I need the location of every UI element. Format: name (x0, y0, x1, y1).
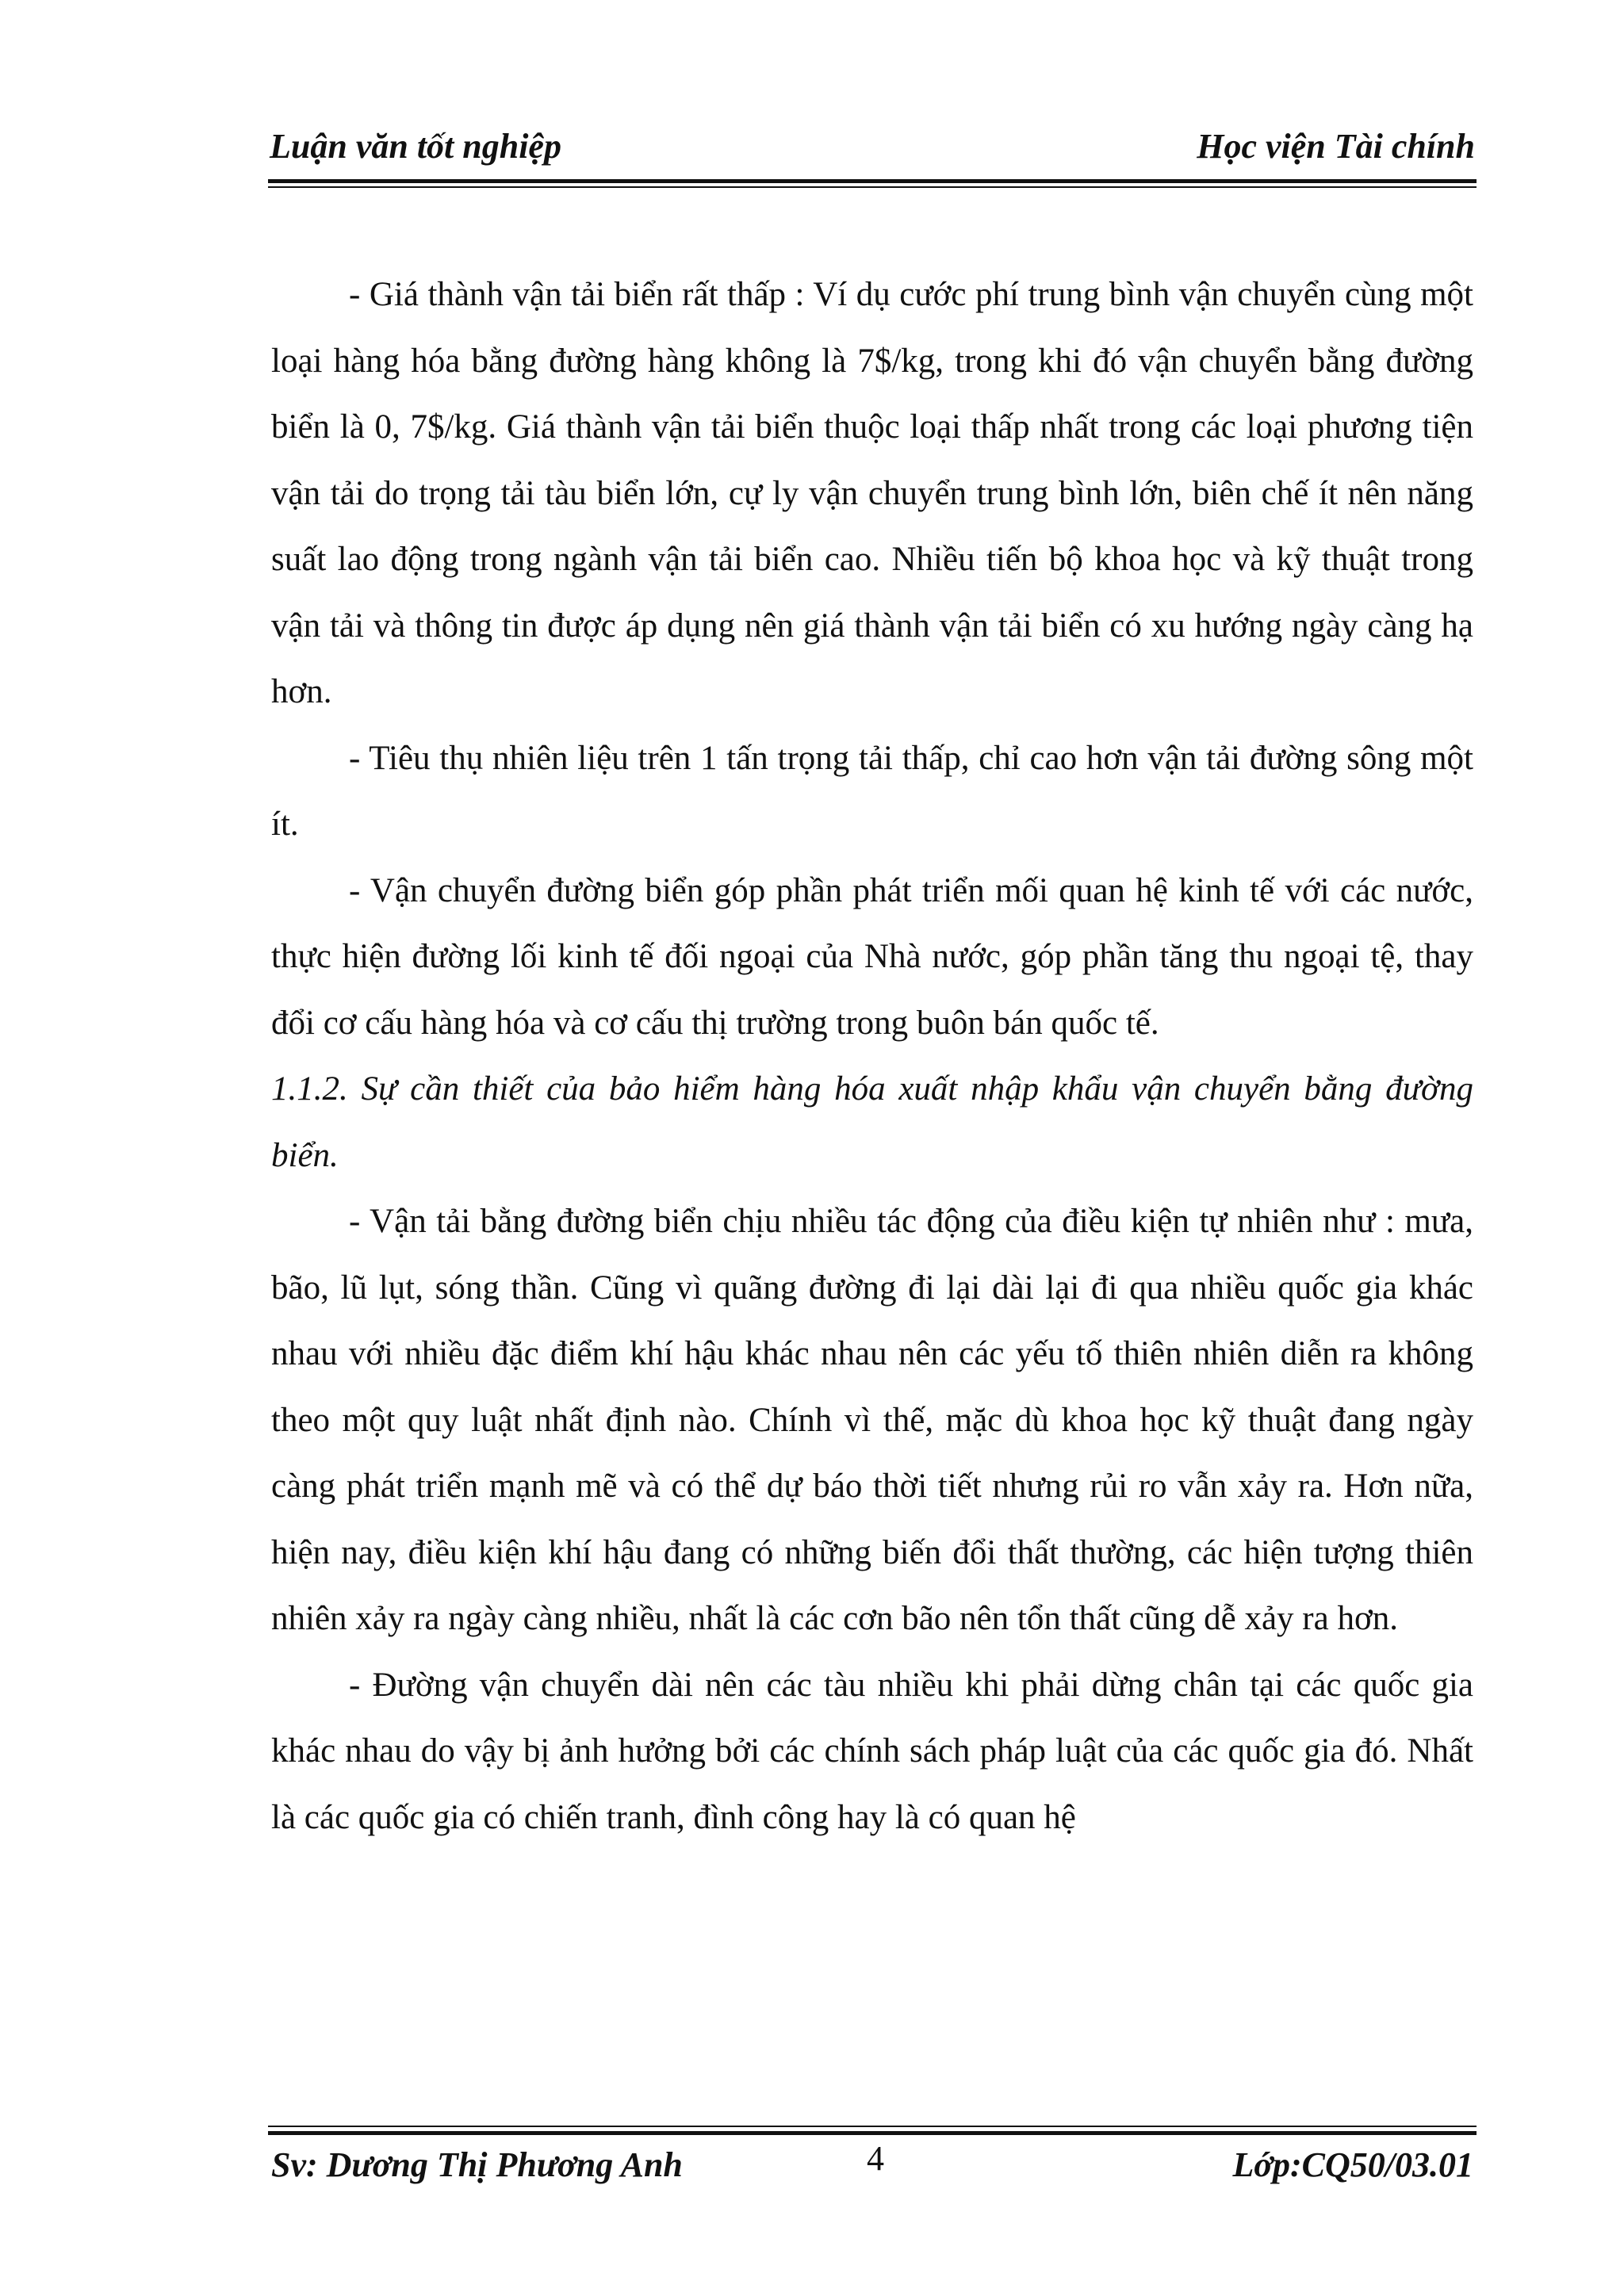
paragraph-natural-conditions: - Vận tải bằng đường biển chịu nhiều tác động của điều kiện tự nhiên như : mưa, bão, lũ lụt, sóng thần. Cũng vì quãng đường đi lại dài lại đi qua nhiều quốc gia khác nhau với nhiều đặc điểm khí hậu khác nhau nên các yếu tố thiên nhiên diễn ra không theo một quy luật nhất định nào. Chính vì thế, mặc dù khoa học kỹ thuật đang ngày càng phát triển mạnh mẽ và có thể dự báo thời tiết nhưng rủi ro vẫn xảy ra. Hơn nữa, hiện nay, điều kiện khí hậu đang có những biến đổi thất thường, các hiện tượng thiên nhiên xảy ra ngày càng nhiều, nhất là các cơn bão nên tổn thất cũng dễ xảy ra hơn. (271, 1203, 1473, 1637)
paragraph-fuel-consumption: - Tiêu thụ nhiên liệu trên 1 tấn trọng tải thấp, chỉ cao hơn vận tải đường sông một ít. (271, 739, 1473, 843)
header-rule-thin (268, 186, 1477, 188)
paragraph-transport-cost: - Giá thành vận tải biển rất thấp : Ví dụ cước phí trung bình vận chuyển cùng một loại hàng hóa bằng đường hàng không là 7$/kg, trong khi đó vận chuyển bằng đường biển là 0, 7$/kg. Giá thành vận tải biển thuộc loại thấp nhất trong các loại phương tiện vận tải do trọng tải tàu biển lớn, cự ly vận chuyển trung bình lớn, biên chế ít nên năng suất lao động trong ngành vận tải biển cao. Nhiều tiến bộ khoa học và kỹ thuật trong vận tải và thông tin được áp dụng nên giá thành vận tải biển có xu hướng ngày càng hạ hơn. (271, 276, 1473, 710)
header-rule-thick (268, 179, 1477, 183)
footer-student-name: Sv: Dương Thị Phương Anh (271, 2145, 683, 2184)
footer-class-code: Lớp:CQ50/03.01 (1232, 2145, 1473, 2184)
page-footer (271, 2137, 1473, 2193)
paragraph-long-routes: - Đường vận chuyển dài nên các tàu nhiều khi phải dừng chân tại các quốc gia khác nhau do vậy bị ảnh hưởng bởi các chính sách pháp luật của các quốc gia đó. Nhất là các quốc gia có chiến tranh, đình công hay là có quan hệ (271, 1666, 1473, 1836)
footer-rule-thin (268, 2126, 1477, 2127)
page-header (270, 119, 1475, 174)
page-body (271, 262, 1473, 1850)
page-number: 4 (867, 2139, 884, 2178)
header-thesis-title: Luận văn tốt nghiệp (270, 127, 561, 166)
paragraph-economic-relations: - Vận chuyển đường biển góp phần phát triển mối quan hệ kinh tế với các nước, thực hiện đường lối kinh tế đối ngoại của Nhà nước, góp phần tăng thu ngoại tệ, thay đổi cơ cấu hàng hóa và cơ cấu thị trường trong buôn bán quốc tế. (271, 871, 1473, 1042)
section-heading: 1.1.2. Sự cần thiết của bảo hiểm hàng hóa xuất nhập khẩu vận chuyển bằng đường biển. (271, 1070, 1473, 1174)
header-institution: Học viện Tài chính (1197, 127, 1475, 166)
